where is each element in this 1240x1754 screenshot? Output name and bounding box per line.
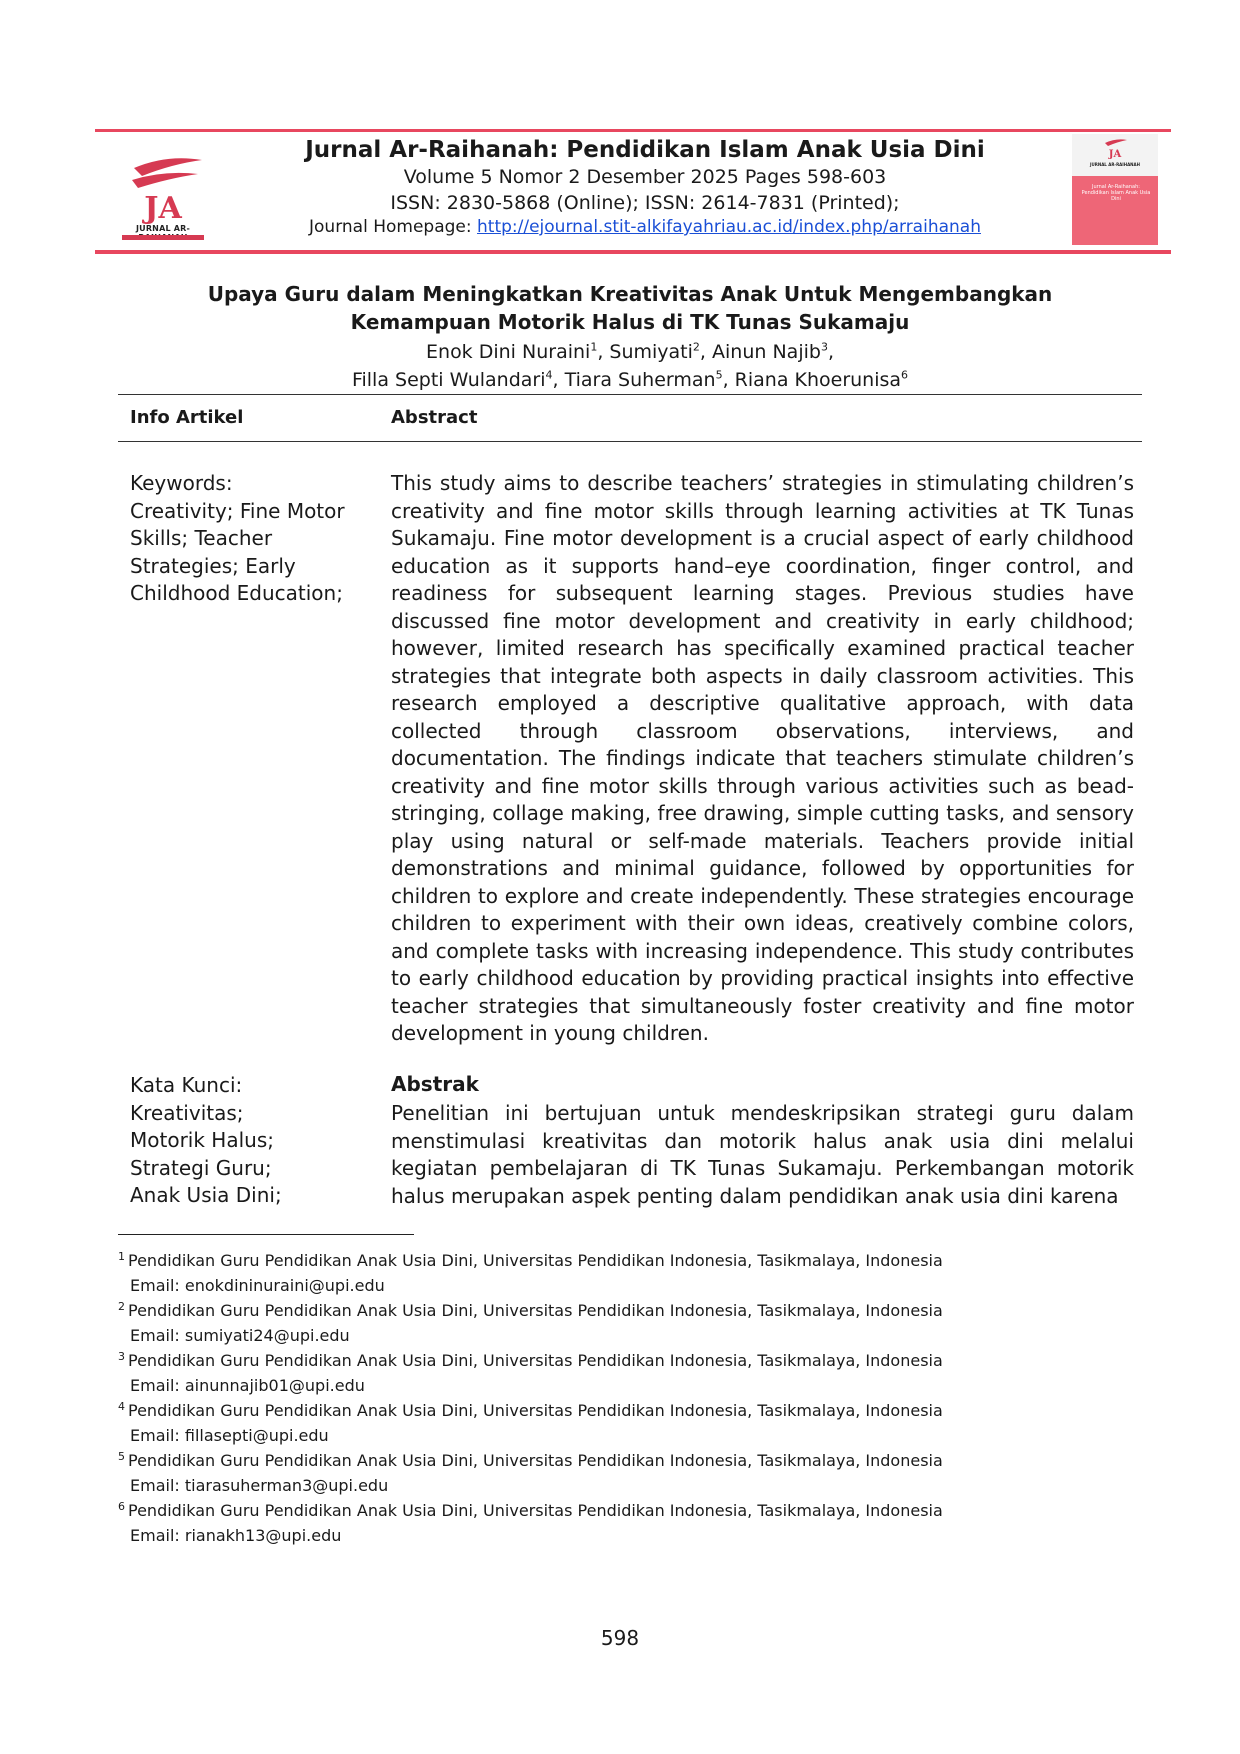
keyword-line: Kreativitas; xyxy=(130,1100,244,1125)
author-name: Enok Dini Nuraini xyxy=(426,341,591,363)
logo-mark-icon xyxy=(112,146,214,226)
footnote-affiliation: Pendidikan Guru Pendidikan Anak Usia Dini, Universitas Pendidikan Indonesia, Tasikmalaya, Indonesia xyxy=(128,1351,943,1370)
abstract-english-text: This study aims to describe teachers’ strategies in stimulating children’s creativity and fine motor skills through learning activities at TK Tunas Sukamaju. Fine motor development is a crucial aspect of early childhood education as it supports hand–eye coordination, finger control, and readiness for subsequent learning stages. Previous studies have discussed fine motor development and creativity in early childhood; however, limited research has specifically examined practical teacher strategies that integrate both aspects in daily classroom activities. This research employed a descriptive qualitative approach, with data collected through classroom observations, interviews, and documentation. The findings indicate that teachers stimulate children’s creativity and fine motor skills through various activities such as bead-stringing, collage making, free drawing, simple cutting tasks, and sensory play using natural or self-made materials. Teachers provide initial demonstrations and minimal guidance, followed by opportunities for children to explore and create independently. These strategies encourage children to experiment with their own ideas, creatively combine colors, and complete tasks with increasing independence. This study contributes to early childhood education by providing practical insights into effective teacher strategies that simultaneously foster creativity and fine motor development in young children. xyxy=(391,471,1134,1045)
keyword-line: Childhood Education; xyxy=(130,581,343,605)
abstract-indonesian-text: Penelitian ini bertujuan untuk mendeskripsikan strategi guru dalam menstimulasi kreativitas dan motorik halus anak usia dini melalui kegiatan pembelajaran di TK Tunas Sukamaju. Perkembangan motorik halus merupakan aspek penting dalam pendidikan anak usia dini karena xyxy=(391,1101,1134,1208)
footnote-email: Email: tiarasuherman3@upi.edu xyxy=(130,1476,389,1495)
page-number: 598 xyxy=(600,1626,640,1650)
cover-brand-text: JURNAL AR-RAIHANAH xyxy=(1090,162,1140,167)
author-line-1: Enok Dini Nuraini$^1$, Sumiyati$^2$, Ainun Najib$^3$, xyxy=(426,340,834,363)
footnote-affiliation: Pendidikan Guru Pendidikan Anak Usia Dini, Universitas Pendidikan Indonesia, Tasikmalaya, Indonesia xyxy=(128,1451,943,1470)
footnote-6 xyxy=(118,1498,1018,1523)
author-name: Tiara Suherman xyxy=(564,369,716,391)
footnote-email: Email: enokdininuraini@upi.edu xyxy=(130,1276,385,1295)
journal-title: Jurnal Ar-Raihanah: Pendidikan Islam Anak Usia Dini xyxy=(305,137,985,163)
journal-logo xyxy=(112,146,214,242)
homepage-link[interactable]: http://ejournal.stit-alkifayahriau.ac.id/index.php/arraihanah xyxy=(477,217,981,237)
abstract-heading: Abstract xyxy=(391,407,478,428)
svg-text:JA: JA xyxy=(144,191,182,226)
author-line-2: Filla Septi Wulandari$^4$, Tiara Suherman$^5$, Riana Khoerunisa$^6$ xyxy=(351,368,909,391)
keywords-label: Keywords: xyxy=(130,471,233,495)
cover-logo-icon xyxy=(1100,137,1130,159)
footnote-email: Email: fillasepti@upi.edu xyxy=(130,1426,329,1445)
keywords-label: Kata Kunci: xyxy=(130,1073,243,1097)
keyword-line: Strategi Guru; xyxy=(130,1155,272,1180)
author-affil-mark: 5 xyxy=(715,368,723,382)
issn-line: ISSN: 2830-5868 (Online); ISSN: 2614-7831 (Printed); xyxy=(390,192,900,214)
logo-wordmark: JURNAL AR- xyxy=(135,224,191,233)
keyword-line: Motorik Halus; xyxy=(130,1128,274,1152)
footnote-1 xyxy=(118,1248,1018,1273)
footnote-email: Email: rianakh13@upi.edu xyxy=(130,1526,342,1545)
keyword-line: Anak Usia Dini; xyxy=(130,1183,282,1207)
journal-cover-thumbnail xyxy=(1072,134,1158,245)
footnote-5 xyxy=(118,1448,1018,1473)
footnote-2 xyxy=(118,1298,1018,1323)
footnote-email: Email: sumiyati24@upi.edu xyxy=(130,1326,350,1345)
footnote-number: 6 xyxy=(118,1499,125,1513)
footnote-affiliation: Pendidikan Guru Pendidikan Anak Usia Dini, Universitas Pendidikan Indonesia, Tasikmalaya, Indonesia xyxy=(128,1501,943,1520)
author-name: Riana Khoerunisa xyxy=(734,369,902,391)
logo-underline xyxy=(122,235,204,240)
table-header-rule xyxy=(118,441,1142,442)
homepage-label: Journal Homepage: xyxy=(309,217,478,237)
footnote-affiliation: Pendidikan Guru Pendidikan Anak Usia Dini, Universitas Pendidikan Indonesia, Tasikmalaya, Indonesia xyxy=(128,1251,943,1270)
footnote-number: 2 xyxy=(118,1299,125,1313)
homepage-line xyxy=(230,216,1060,238)
footnote-3 xyxy=(118,1348,1018,1373)
abstrak-heading: Abstrak xyxy=(391,1072,479,1096)
author-name: Filla Septi Wulandari xyxy=(351,369,546,391)
paper-title-line-2: Kemampuan Motorik Halus di TK Tunas Sukamaju xyxy=(350,310,910,334)
keyword-line: Skills; Teacher xyxy=(130,526,273,550)
cover-title-text: Jurnal Ar-Raihanah: Pendidikan Islam Anak Usia Dini xyxy=(1081,184,1151,202)
keyword-line: Creativity; Fine Motor xyxy=(130,498,345,523)
author-affil-mark: 6 xyxy=(901,368,909,382)
header-top-rule xyxy=(95,129,1171,132)
footnote-rule xyxy=(118,1234,414,1235)
author-affil-mark: 4 xyxy=(545,368,553,382)
keywords-english xyxy=(130,470,360,608)
footnotes xyxy=(118,1248,1018,1548)
header-bottom-rule xyxy=(95,250,1171,254)
keywords-indonesian xyxy=(130,1072,360,1210)
keyword-line: Strategies; Early xyxy=(130,553,296,578)
footnote-number: 1 xyxy=(118,1249,125,1263)
info-article-heading: Info Artikel xyxy=(130,407,244,428)
footnote-number: 4 xyxy=(118,1399,125,1413)
footnote-affiliation: Pendidikan Guru Pendidikan Anak Usia Dini, Universitas Pendidikan Indonesia, Tasikmalaya, Indonesia xyxy=(128,1401,943,1420)
footnote-number: 5 xyxy=(118,1449,125,1463)
footnote-4 xyxy=(118,1398,1018,1423)
svg-text:JA: JA xyxy=(1108,149,1122,159)
author-name: Sumiyati xyxy=(609,341,693,363)
paper-title-line-1: Upaya Guru dalam Meningkatkan Kreativitas Anak Untuk Mengembangkan xyxy=(207,282,1053,306)
table-top-rule xyxy=(118,394,1142,395)
paper-title xyxy=(160,280,1100,336)
author-affil-mark: 1 xyxy=(590,340,598,354)
author-list xyxy=(160,338,1100,394)
footnote-email: Email: ainunnajib01@upi.edu xyxy=(130,1376,365,1395)
footnote-number: 3 xyxy=(118,1349,125,1363)
volume-line: Volume 5 Nomor 2 Desember 2025 Pages 598-603 xyxy=(403,166,887,188)
author-name: Ainun Najib xyxy=(712,341,821,363)
author-affil-mark: 3 xyxy=(820,340,828,354)
author-affil-mark: 2 xyxy=(692,340,700,354)
journal-header xyxy=(230,136,1060,238)
footnote-affiliation: Pendidikan Guru Pendidikan Anak Usia Dini, Universitas Pendidikan Indonesia, Tasikmalaya, Indonesia xyxy=(128,1301,943,1320)
